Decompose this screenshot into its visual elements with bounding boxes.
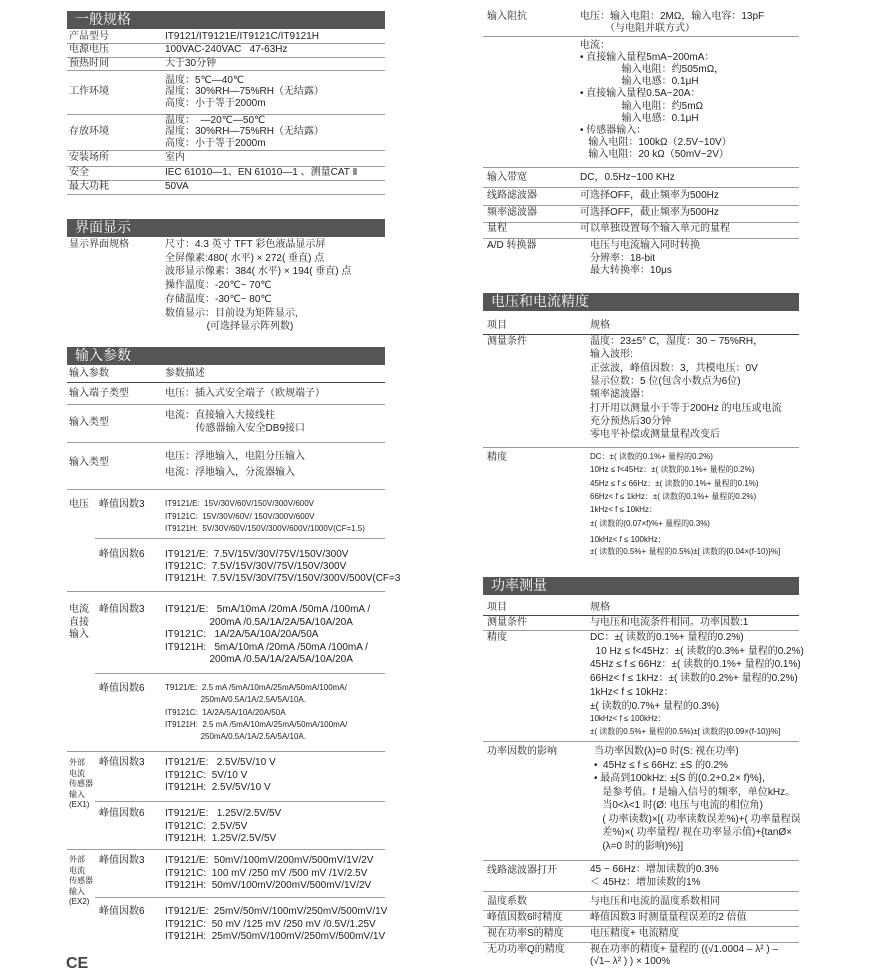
vi-cond-line: 打开用以测量小于等于200Hz 的电压或电流 [590,402,782,414]
ext2-range: IT9121H: 50mV/100mV/200mV/500mV/1V/2V [165,880,372,891]
spec-row-value: 50VA [165,181,189,193]
ext1-range: IT9121C: 2.5V/5V [165,820,248,832]
impedance-voltage-line: 电压：输入电阻：2MΩ，输入电容：13pF [580,11,765,22]
vi-head-label: 项目 [487,320,507,331]
ext-sensor-label: 外部 [69,758,85,767]
spec-row-label: 温度系数 [487,896,527,907]
pf-line: (λ=0 时的影响)%}] [594,840,684,852]
divider [95,801,385,802]
ext1-range: IT9121/E: 1.25V/2.5V/5V [165,808,282,819]
impedance-label: 输入阻抗 [487,11,527,22]
display-spec-line: 波形显示像素：384( 水平) × 194( 垂直) 点 [165,266,352,278]
divider [483,205,799,206]
ext-sensor-label: (EX2) [69,897,90,906]
spec-row-label: 视在功率S的精度 [487,928,564,939]
impedance-current-line: • 直接输入量程5mA~200mA： [580,52,715,64]
vi-cond-line: 频率滤波器： [590,389,650,401]
current-range: IT9121H: 2.5 mA /5mA/10mA/25mA/50mA/100mA/ [165,719,348,729]
input-type-line: 电流：直接输入大接线柱 [165,410,275,421]
power-acc-line: 10 Hz ≤ f<45Hz：±( 读数的0.3%+ 量程的0.2%) [590,645,804,657]
power-acc-line: 66Hz< f ≤ 1kHz：±( 读数的0.2%+ 量程的0.2%) [590,673,798,685]
pf-line: 当功率因数(λ)=0 时(S: 视在功率) [594,746,739,757]
spec-row-label: 最大功耗 [69,181,109,192]
spec-row-value: 高度：小于等于2000m [165,97,266,109]
crest-factor-label: 峰值因数6 [99,808,145,819]
filter-label: 线路滤波器打开 [487,865,557,876]
crest-factor-label: 峰值因数6 [99,906,145,917]
power-cond-label: 测量条件 [487,617,527,628]
power-acc-line: ±( 读数的0.5%+ 量程的0.5%)±[ 读数的{0.09×(f-10)}%] [590,727,781,736]
crest-factor-label: 峰值因数6 [99,549,145,560]
ext-sensor-label: 外部 [69,855,85,864]
vi-cond-line: 充分预热后30分钟 [590,415,672,427]
current-range: 250mA/0.5A/1A/2.5A/5A/10A. [165,732,306,742]
impedance-current-line: 输入电阻：20 kΩ（50mV~2V） [580,148,729,160]
divider [95,897,385,898]
divider [67,150,385,151]
spec-row-value: 可选择OFF，截止频率为500Hz [580,190,719,201]
q-line: 视在功率的精度+ 量程的 ((√1.0004 – λ² ) – [590,944,779,955]
divider [483,187,799,188]
q-line: (√1– λ² ) ) × 100% [590,956,671,967]
ext-sensor-label: 电流 [69,768,85,778]
display-spec-line: 全屏像素:480( 水平) × 272( 垂直) 点 [165,252,325,264]
divider [95,538,385,539]
current-label: 输入 [69,629,89,640]
spec-row-value: IEC 61010—1、EN 61010—1 、测量CAT Ⅱ [165,167,358,179]
voltage-range: IT9121H: 5V/30V/60V/150V/300V/600V/1000V(CF=1.5) [165,524,365,533]
current-range: IT9121C: 1A/2A/5A/10A/20A/50A [165,629,319,640]
vi-acc-line: ±( 读数的0.5%+ 量程的0.5%)±[ 读数的{0.04×(f-10)}%] [590,547,781,556]
crest-factor-label: 峰值因数3 [99,604,145,615]
spec-row-value: 室内 [165,152,185,164]
spec-row-value: 高度：小于等于2000m [165,137,266,149]
display-spec-line: (可选择显示阵列数) [165,321,294,333]
adc-label: A/D 转换器 [487,240,537,251]
power-acc-label: 精度 [487,632,507,643]
spec-row-label: 工作环境 [69,86,109,97]
divider [95,673,385,674]
divider [483,167,799,168]
ext-sensor-label: 输入 [69,789,85,799]
input-type-line: 传感器输入安全DB9接口 [165,423,306,434]
voltage-range: IT9121/E: 15V/30V/60V/150V/300V/600V [165,499,314,508]
input-head-label: 输入参数 [69,368,109,379]
ext2-range: IT9121/E: 50mV/100mV/200mV/500mV/1V/2V [165,855,374,866]
vi-acc-label: 精度 [487,452,507,463]
ext1-range: IT9121C: 5V/10 V [165,769,248,781]
power-acc-line: ±( 读数的0.7%+ 量程的0.3%) [590,700,720,712]
filter-line: 45 ~ 66Hz：增加读数的0.3% [590,864,719,875]
ext2-range: IT9121/E: 25mV/50mV/100mV/250mV/500mV/1V [165,906,388,917]
divider [67,194,385,195]
ext-sensor-label: 传感器 [69,876,93,885]
divider [67,404,385,405]
spec-row-value: 温度：5℃—40℃ [165,74,245,86]
adc-line: 分辨率：18-bit [590,252,656,264]
divider [483,630,799,631]
pf-line: 当0<λ<1 时(Ø: 电压与电流的相位角) [594,800,763,811]
spec-row-label: 电源电压 [69,44,109,55]
terminal-desc: 电压：插入式安全端子（欧规端子） [165,388,325,399]
divider [67,57,385,58]
impedance-current-line: 输入电感：0.1μH [580,76,699,88]
spec-row-label: 安全 [69,167,89,178]
filter-line: ＜ 45Hz：增加读数的1% [590,877,701,888]
divider [67,489,385,490]
display-spec-line: 存储温度：-30℃~ 80℃ [165,293,272,305]
ext2-range: IT9121H: 25mV/50mV/100mV/250mV/500mV/1V [165,931,386,942]
general-spec-title: 一般规格 [67,11,385,29]
ext-sensor-label: (EX1) [69,800,90,809]
input-params-title: 输入参数 [67,347,385,365]
voltage-range: IT9121/E: 7.5V/15V/30V/75V/150V/300V [165,549,349,560]
current-range: 200mA /0.5A/1A/2A/5A/10A/20A [165,616,353,628]
adc-line: 电压与电流输入同时转换 [590,240,700,251]
input-type-line: 电压：浮地输入，电阻分压输入 [165,451,305,462]
vi-cond-line: 显示位数：5 位(包含小数点为6位) [590,375,741,387]
adc-line: 最大转换率：10μs [590,265,672,277]
ext-sensor-label: 输入 [69,886,85,896]
divider [483,891,799,892]
current-label: 电流 [69,604,89,615]
spec-row-label: 安装场所 [69,152,109,163]
impedance-current-line: 输入电阻：约5mΩ [580,100,704,112]
spec-row-label: 产品型号 [69,30,109,42]
divider [483,334,799,335]
divider [483,447,799,448]
power-acc-line: 1kHz< f ≤ 10kHz： [590,686,674,698]
pf-line: 是参考值。f 是输入信号的频率，单位kHz。 [594,786,796,798]
vi-accuracy-title: 电压和电流精度 [483,293,799,311]
current-range: 200mA /0.5A/1A/2A/5A/10A/20A [165,654,353,665]
divider [483,910,799,911]
display-spec-line: 数值显示：目前设为矩阵显示, [165,307,298,319]
spec-row-label: 频率滤波器 [487,207,537,218]
current-range: IT9121H: 5mA/10mA /20mA /50mA /100mA / [165,641,368,653]
current-label: 直接 [69,616,89,628]
impedance-voltage-line: （与电阻并联方式） [580,23,696,34]
input-type-label: 输入类型 [69,417,109,428]
power-head-label: 项目 [487,602,507,613]
vi-acc-line: 66Hz< f ≤ 1kHz：±( 读数的0.1%+ 量程的0.2%) [590,491,757,501]
ext1-range: IT9121H: 1.25V/2.5V/5V [165,833,277,844]
divider [483,238,799,239]
spec-row-value: 电压精度+ 电流精度 [590,928,679,939]
voltage-label: 电压 [69,499,89,510]
spec-row-label: 预热时间 [69,57,109,69]
vi-acc-line: 45Hz ≤ f ≤ 66Hz：±( 读数的0.1%+ 量程的0.1%) [590,478,759,488]
input-type-line: 电流：浮地输入，分流器输入 [165,467,295,478]
ext2-range: IT9121C: 100 mV /250 mV /500 mV /1V/2.5V [165,867,368,879]
pf-label: 功率因数的影响 [487,746,557,757]
spec-row-value: 温度： —20℃—50℃ [165,114,266,126]
divider [67,849,385,850]
input-head-desc: 参数描述 [165,368,205,379]
power-cond-value: 与电压和电流条件相同。功率因数:1 [590,617,749,628]
spec-row-value: 与电压和电流的温度系数相同 [590,896,720,907]
impedance-current-line: 输入电阻：100kΩ（2.5V~10V） [580,136,732,148]
spec-row-value: IT9121/IT9121E/IT9121C/IT9121H [165,30,319,42]
spec-row-label: 量程 [487,223,507,234]
power-acc-line: DC：±( 读数的0.1%+ 量程的0.2%) [590,632,744,643]
current-range: IT9121/E: 5mA/10mA /20mA /50mA /100mA / [165,604,371,615]
display-spec-line: 操作温度：-20℃~ 70℃ [165,280,272,292]
divider [483,860,799,861]
divider [67,180,385,181]
divider [67,382,385,383]
spec-row-value: 可以单独设置每个输入单元的量程 [580,223,730,234]
vi-acc-line: ±( 读数的(0.07×f)%+ 量程的0.3%) [590,518,710,528]
spec-row-value: 湿度：30%RH—75%RH（无结露） [165,126,324,138]
pf-line: • 45Hz ≤ f ≤ 66Hz: ±S 的0.2% [594,759,728,771]
display-spec-label: 显示界面规格 [69,239,129,250]
display-section-title: 界面显示 [67,219,385,237]
divider [483,36,799,37]
current-range: IT9121C: 1A/2A/5A/10A/20A/50A [165,707,286,717]
spec-row-value: 峰值因数3 时测量量程误差的2 倍值 [590,912,747,923]
input-type-label: 输入类型 [69,457,109,468]
pf-line: • 最高到100kHz: ±{S 的(0.2+0.2× f)%}, [594,773,765,784]
vi-cond-line: 正弦波，峰值因数：3，共模电压：0V [590,362,758,374]
current-range: T9121/E: 2.5 mA /5mA/10mA/25mA/50mA/100mA/ [165,683,347,692]
divider [483,926,799,927]
vi-head-desc: 规格 [590,320,610,331]
ext2-range: IT9121C: 50 mV /125 mV /250 mV /0.5V/1.25V [165,918,376,930]
terminal-label: 输入端子类型 [69,388,129,399]
spec-row-label: 输入带宽 [487,172,527,183]
ext1-range: IT9121/E: 2.5V/5V/10 V [165,757,276,768]
divider [67,70,385,71]
spec-row-value: 湿度：30%RH—75%RH（无结露） [165,86,324,98]
crest-factor-label: 峰值因数3 [99,757,145,768]
spec-row-label: 峰值因数6时精度 [487,912,563,923]
footer-fragment: CE [66,955,89,972]
spec-row-label: 存放环境 [69,126,109,137]
divider [483,942,799,943]
impedance-current-line: 输入电感：0.1μH [580,112,699,124]
current-range: 250mA/0.5A/1A/2.5A/5A/10A. [165,695,306,705]
vi-acc-line: 10Hz ≤ f<45Hz：±( 读数的0.1%+ 量程的0.2%) [590,465,755,475]
impedance-current-line: 电流： [580,40,610,51]
impedance-current-line: 输入电阻：约505mΩ， [580,64,725,76]
display-spec-line: 尺寸：4.3 英寸 TFT 彩色液晶显示屏 [165,239,326,250]
ext-sensor-label: 电流 [69,865,85,875]
spec-row-label: 线路滤波器 [487,190,537,201]
vi-cond-line: 输入波形: [590,349,633,361]
power-acc-line: 10kHz< f ≤ 100kHz： [590,714,666,723]
vi-acc-line: DC：±( 读数的0.1%+ 量程的0.2%) [590,452,713,461]
spec-row-value: 大于30分钟 [165,57,217,69]
spec-row-value: DC，0.5Hz~100 KHz [580,172,675,183]
impedance-current-line: • 直接输入量程0.5A~20A： [580,88,701,100]
crest-factor-label: 峰值因数6 [99,683,145,694]
spec-row-value: 100VAC-240VAC 47-63Hz [165,44,288,56]
vi-cond-line: 温度：23±5° C，湿度：30 ~ 75%RH， [590,336,764,347]
impedance-current-line: • 传感器输入： [580,124,647,136]
voltage-range: IT9121C: 7.5V/15V/30V/75V/150V/300V [165,561,347,572]
power-acc-line: 45Hz ≤ f ≤ 66Hz：±( 读数的0.1%+ 量程的0.1%) [590,659,801,671]
divider [483,615,799,616]
ext1-range: IT9121H: 2.5V/5V/10 V [165,782,271,793]
power-head-desc: 规格 [590,602,610,613]
ext-sensor-label: 传感器 [69,779,93,788]
vi-cond-label: 测量条件 [487,336,527,347]
divider [67,591,385,592]
vi-acc-line: 1kHz< f ≤ 10kHz： [590,505,657,515]
divider [67,442,385,443]
vi-cond-line: 零电平补偿或测量量程改变后 [590,429,720,441]
crest-factor-label: 峰值因数3 [99,855,145,866]
power-title: 功率测量 [483,577,799,595]
vi-acc-line: 10kHz< f ≤ 100kHz： [590,535,666,544]
pf-line: ( 功率读数)×[( 功率读数误差%)+( 功率量程误 [594,813,801,825]
q-label: 无功功率Q的精度 [487,944,565,955]
divider [483,741,799,742]
spec-row-value: 可选择OFF，截止频率为500Hz [580,207,719,218]
voltage-range: IT9121C: 15V/30V/60V/ 150V/300V/600V [165,511,315,521]
pf-line: 差%)×( 功率量程/ 视在功率显示值)+{tanØ× [594,827,793,838]
voltage-range: IT9121H: 7.5V/15V/30V/75V/150V/300V/500V(CF=3 [165,573,401,584]
divider [67,751,385,752]
crest-factor-label: 峰值因数3 [99,499,145,510]
